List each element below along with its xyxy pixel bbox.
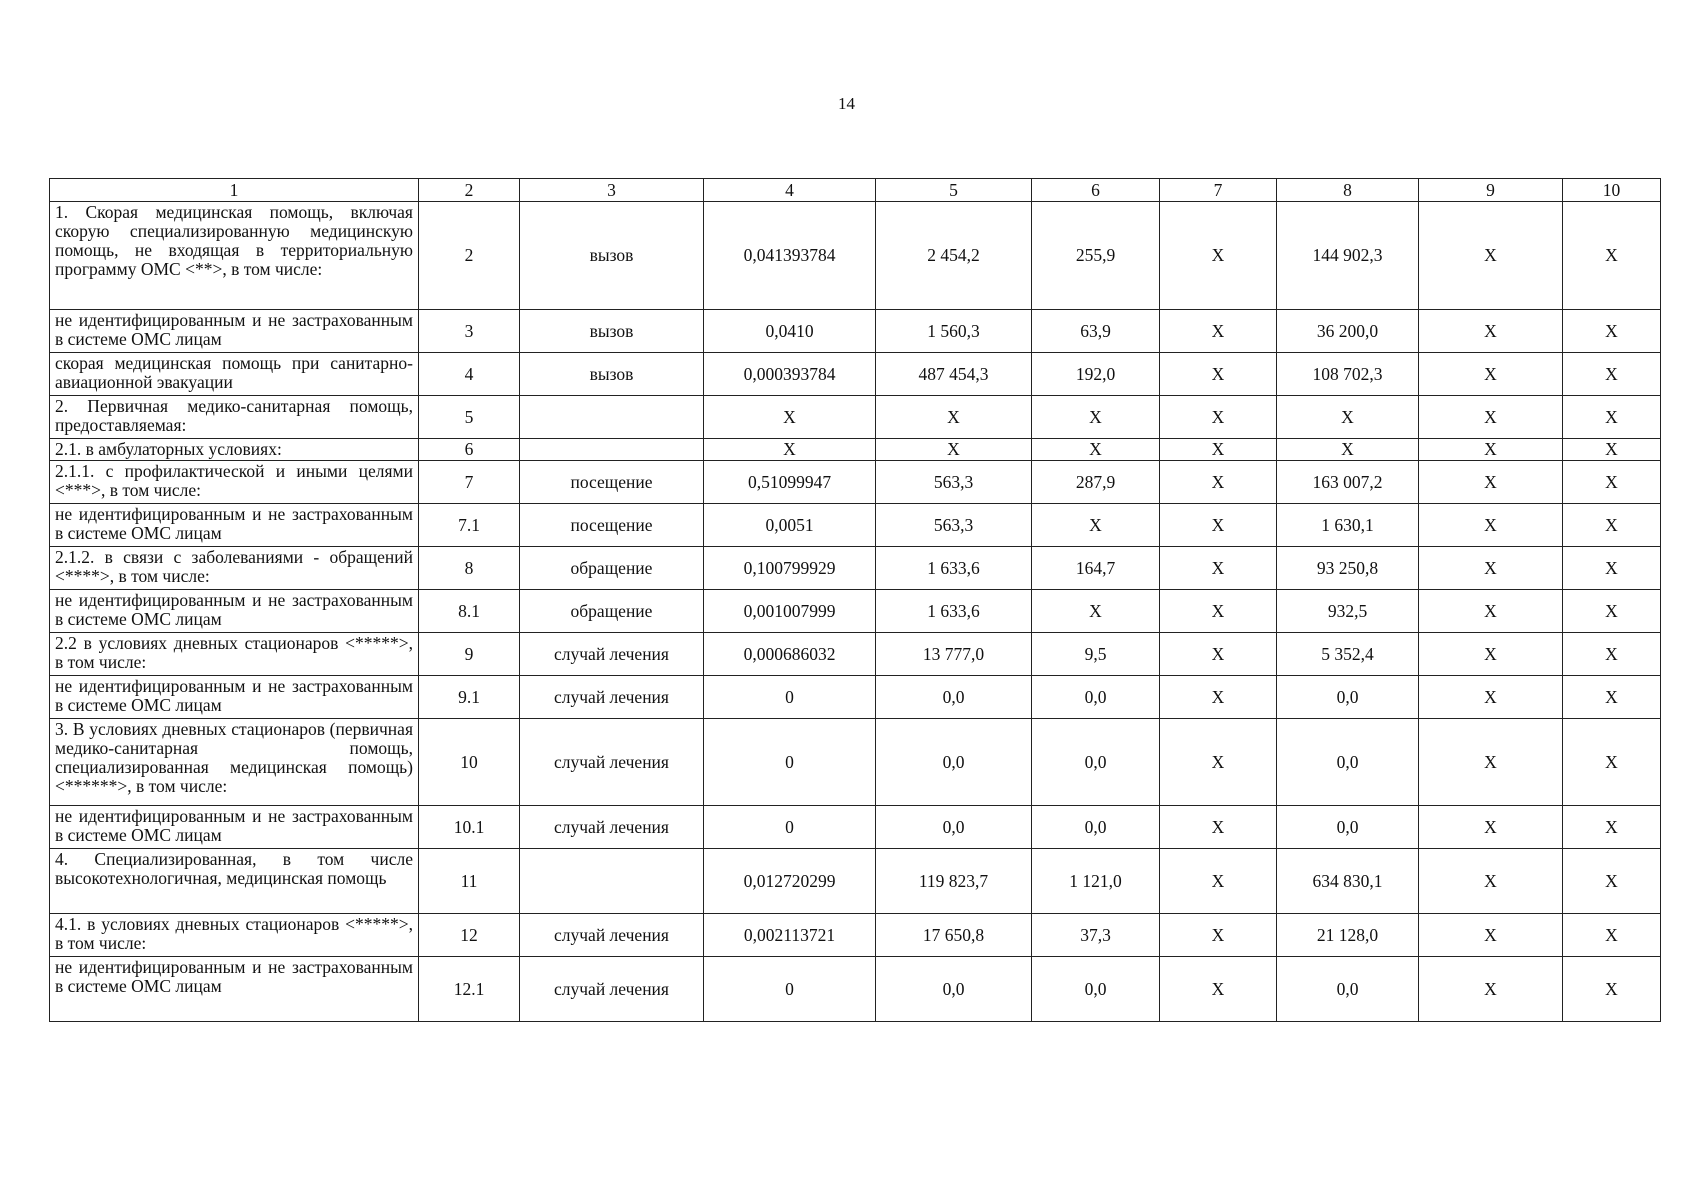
table-cell-col-7: X <box>1160 439 1277 461</box>
table-row <box>50 806 1661 849</box>
table-cell-col-10: X <box>1563 590 1661 633</box>
table-cell-col-4: 0,012720299 <box>704 849 876 914</box>
table-cell-col-4: 0,0410 <box>704 310 876 353</box>
table-row <box>50 547 1661 590</box>
table-cell-col-4: X <box>704 396 876 439</box>
table-cell-col-2: 2 <box>419 202 520 310</box>
table-cell-col-10: X <box>1563 310 1661 353</box>
table-cell-col-2: 9 <box>419 633 520 676</box>
row-description-cell: не идентифицированным и не застрахованным в системе ОМС лицам <box>50 310 419 353</box>
page-number: 14 <box>838 94 855 113</box>
table-cell-col-4: 0,041393784 <box>704 202 876 310</box>
row-description-cell: 1. Скорая медицинская помощь, включая скорую специализированную медицинскую помощь, не входящая в территориальную программу ОМС <**>, в том числе: <box>50 202 419 310</box>
table-cell-col-6: 9,5 <box>1032 633 1160 676</box>
table-cell-col-9: X <box>1419 719 1563 806</box>
table-cell-col-8: 144 902,3 <box>1277 202 1419 310</box>
table-cell-col-6: X <box>1032 590 1160 633</box>
table-cell-col-2: 9.1 <box>419 676 520 719</box>
table-cell-col-8: 634 830,1 <box>1277 849 1419 914</box>
table-row <box>50 439 1661 461</box>
table-row <box>50 849 1661 914</box>
table-cell-col-6: 192,0 <box>1032 353 1160 396</box>
table-cell-col-10: X <box>1563 396 1661 439</box>
table-cell-col-7: X <box>1160 849 1277 914</box>
table-cell-col-6: X <box>1032 504 1160 547</box>
table-cell-col-9: X <box>1419 676 1563 719</box>
table-cell-col-9: X <box>1419 439 1563 461</box>
table-cell-col-3 <box>520 439 704 461</box>
table-cell-col-8: 93 250,8 <box>1277 547 1419 590</box>
table-cell-col-8: 21 128,0 <box>1277 914 1419 957</box>
row-description-cell: не идентифицированным и не застрахованным в системе ОМС лицам <box>50 590 419 633</box>
table-cell-col-2: 12.1 <box>419 957 520 1022</box>
table-cell-col-5: 17 650,8 <box>876 914 1032 957</box>
table-cell-col-9: X <box>1419 633 1563 676</box>
row-description-cell: скорая медицинская помощь при санитарно-авиационной эвакуации <box>50 353 419 396</box>
table-cell-col-2: 5 <box>419 396 520 439</box>
table-row <box>50 310 1661 353</box>
row-description-cell: 2.2 в условиях дневных стационаров <*****>, в том числе: <box>50 633 419 676</box>
table-cell-col-3: посещение <box>520 461 704 504</box>
table-cell-col-7: X <box>1160 310 1277 353</box>
table-cell-col-9: X <box>1419 461 1563 504</box>
column-header-1: 1 <box>50 179 419 202</box>
table-cell-col-5: 1 633,6 <box>876 547 1032 590</box>
column-header-4: 4 <box>704 179 876 202</box>
table-cell-col-7: X <box>1160 353 1277 396</box>
table-cell-col-5: 0,0 <box>876 719 1032 806</box>
table-cell-col-3 <box>520 396 704 439</box>
table-cell-col-2: 4 <box>419 353 520 396</box>
table-cell-col-9: X <box>1419 849 1563 914</box>
table-cell-col-2: 6 <box>419 439 520 461</box>
table-row <box>50 676 1661 719</box>
table-cell-col-10: X <box>1563 957 1661 1022</box>
table-cell-col-3: вызов <box>520 202 704 310</box>
table-cell-col-4: 0 <box>704 957 876 1022</box>
table-cell-col-5: 1 560,3 <box>876 310 1032 353</box>
table-cell-col-6: 164,7 <box>1032 547 1160 590</box>
table-cell-col-9: X <box>1419 353 1563 396</box>
table-cell-col-3: посещение <box>520 504 704 547</box>
table-cell-col-3: обращение <box>520 547 704 590</box>
table-cell-col-7: X <box>1160 504 1277 547</box>
table-row <box>50 504 1661 547</box>
table-cell-col-6: 1 121,0 <box>1032 849 1160 914</box>
table-cell-col-3: случай лечения <box>520 633 704 676</box>
table-cell-col-9: X <box>1419 914 1563 957</box>
table-cell-col-5: 563,3 <box>876 461 1032 504</box>
table-row <box>50 461 1661 504</box>
table-cell-col-7: X <box>1160 676 1277 719</box>
table-cell-col-5: 119 823,7 <box>876 849 1032 914</box>
table-cell-col-3: обращение <box>520 590 704 633</box>
table-cell-col-9: X <box>1419 202 1563 310</box>
table-row <box>50 957 1661 1022</box>
table-body <box>50 202 1661 1022</box>
row-description-cell: 2.1.1. с профилактической и иными целями <***>, в том числе: <box>50 461 419 504</box>
table-cell-col-6: 0,0 <box>1032 957 1160 1022</box>
table-cell-col-3 <box>520 849 704 914</box>
row-description-cell: 3. В условиях дневных стационаров (первичная медико-санитарная помощь, специализированная медицинская помощь) <******>, в том числе: <box>50 719 419 806</box>
table-cell-col-3: вызов <box>520 310 704 353</box>
table-cell-col-4: 0 <box>704 806 876 849</box>
data-table <box>49 178 1661 1022</box>
table-cell-col-8: 0,0 <box>1277 957 1419 1022</box>
row-description-cell: не идентифицированным и не застрахованным в системе ОМС лицам <box>50 676 419 719</box>
table-cell-col-10: X <box>1563 676 1661 719</box>
table-cell-col-5: 1 633,6 <box>876 590 1032 633</box>
table-cell-col-10: X <box>1563 719 1661 806</box>
table-cell-col-4: 0,000393784 <box>704 353 876 396</box>
table-row <box>50 719 1661 806</box>
table-cell-col-8: 0,0 <box>1277 676 1419 719</box>
table-cell-col-3: случай лечения <box>520 957 704 1022</box>
column-header-10: 10 <box>1563 179 1661 202</box>
column-header-7: 7 <box>1160 179 1277 202</box>
table-cell-col-5: X <box>876 396 1032 439</box>
table-cell-col-7: X <box>1160 547 1277 590</box>
table-row <box>50 202 1661 310</box>
table-cell-col-8: X <box>1277 439 1419 461</box>
table-cell-col-4: 0,002113721 <box>704 914 876 957</box>
column-header-3: 3 <box>520 179 704 202</box>
table-cell-col-2: 8 <box>419 547 520 590</box>
table-cell-col-6: 0,0 <box>1032 676 1160 719</box>
table-cell-col-5: 0,0 <box>876 957 1032 1022</box>
table-cell-col-5: 2 454,2 <box>876 202 1032 310</box>
row-description-cell: не идентифицированным и не застрахованным в системе ОМС лицам <box>50 806 419 849</box>
header-row <box>50 179 1661 202</box>
table-cell-col-10: X <box>1563 202 1661 310</box>
table-cell-col-10: X <box>1563 914 1661 957</box>
table-cell-col-2: 7.1 <box>419 504 520 547</box>
table-cell-col-5: 13 777,0 <box>876 633 1032 676</box>
table-cell-col-2: 10 <box>419 719 520 806</box>
table-cell-col-5: 563,3 <box>876 504 1032 547</box>
table-cell-col-2: 12 <box>419 914 520 957</box>
table-cell-col-2: 3 <box>419 310 520 353</box>
table-cell-col-10: X <box>1563 439 1661 461</box>
table-cell-col-2: 7 <box>419 461 520 504</box>
table-cell-col-10: X <box>1563 504 1661 547</box>
table-cell-col-4: 0,51099947 <box>704 461 876 504</box>
row-description-cell: 4.1. в условиях дневных стационаров <*****>, в том числе: <box>50 914 419 957</box>
table-cell-col-3: случай лечения <box>520 676 704 719</box>
column-header-6: 6 <box>1032 179 1160 202</box>
table-cell-col-9: X <box>1419 504 1563 547</box>
row-description-cell: 2.1. в амбулаторных условиях: <box>50 439 419 461</box>
table-cell-col-3: случай лечения <box>520 719 704 806</box>
table-row <box>50 353 1661 396</box>
table-cell-col-7: X <box>1160 396 1277 439</box>
table-cell-col-8: X <box>1277 396 1419 439</box>
table-cell-col-5: 487 454,3 <box>876 353 1032 396</box>
table-cell-col-8: 36 200,0 <box>1277 310 1419 353</box>
table-cell-col-7: X <box>1160 202 1277 310</box>
table-cell-col-10: X <box>1563 849 1661 914</box>
table-cell-col-7: X <box>1160 633 1277 676</box>
table-row <box>50 633 1661 676</box>
table-cell-col-10: X <box>1563 353 1661 396</box>
table-cell-col-7: X <box>1160 461 1277 504</box>
table-cell-col-10: X <box>1563 461 1661 504</box>
column-header-8: 8 <box>1277 179 1419 202</box>
table-cell-col-6: 0,0 <box>1032 719 1160 806</box>
table-cell-col-6: X <box>1032 439 1160 461</box>
row-description-cell: не идентифицированным и не застрахованным в системе ОМС лицам <box>50 957 419 1022</box>
table-cell-col-6: 287,9 <box>1032 461 1160 504</box>
table-cell-col-5: 0,0 <box>876 676 1032 719</box>
table-cell-col-4: 0,0051 <box>704 504 876 547</box>
table-cell-col-7: X <box>1160 957 1277 1022</box>
table-cell-col-8: 1 630,1 <box>1277 504 1419 547</box>
table-row <box>50 396 1661 439</box>
table-cell-col-3: вызов <box>520 353 704 396</box>
table-cell-col-2: 11 <box>419 849 520 914</box>
table-cell-col-8: 0,0 <box>1277 806 1419 849</box>
table-cell-col-9: X <box>1419 396 1563 439</box>
table-cell-col-6: 63,9 <box>1032 310 1160 353</box>
table-cell-col-8: 932,5 <box>1277 590 1419 633</box>
table-cell-col-4: 0,001007999 <box>704 590 876 633</box>
row-description-cell: 2.1.2. в связи с заболеваниями - обращений <****>, в том числе: <box>50 547 419 590</box>
row-description-cell: 2. Первичная медико-санитарная помощь, предоставляемая: <box>50 396 419 439</box>
table-cell-col-6: 37,3 <box>1032 914 1160 957</box>
table-cell-col-7: X <box>1160 914 1277 957</box>
table-cell-col-8: 5 352,4 <box>1277 633 1419 676</box>
table-cell-col-5: 0,0 <box>876 806 1032 849</box>
table-cell-col-9: X <box>1419 547 1563 590</box>
column-header-5: 5 <box>876 179 1032 202</box>
table-cell-col-4: 0,100799929 <box>704 547 876 590</box>
table-row <box>50 914 1661 957</box>
table-cell-col-9: X <box>1419 957 1563 1022</box>
table-cell-col-8: 0,0 <box>1277 719 1419 806</box>
table-cell-col-2: 8.1 <box>419 590 520 633</box>
table-cell-col-9: X <box>1419 310 1563 353</box>
table-cell-col-3: случай лечения <box>520 806 704 849</box>
table-cell-col-5: X <box>876 439 1032 461</box>
table-cell-col-10: X <box>1563 633 1661 676</box>
table-cell-col-7: X <box>1160 719 1277 806</box>
table-cell-col-6: 255,9 <box>1032 202 1160 310</box>
table-cell-col-7: X <box>1160 806 1277 849</box>
table-cell-col-8: 108 702,3 <box>1277 353 1419 396</box>
table-row <box>50 590 1661 633</box>
table-cell-col-8: 163 007,2 <box>1277 461 1419 504</box>
table-cell-col-7: X <box>1160 590 1277 633</box>
row-description-cell: не идентифицированным и не застрахованным в системе ОМС лицам <box>50 504 419 547</box>
column-header-2: 2 <box>419 179 520 202</box>
table-cell-col-2: 10.1 <box>419 806 520 849</box>
table-cell-col-4: X <box>704 439 876 461</box>
column-header-9: 9 <box>1419 179 1563 202</box>
table-cell-col-10: X <box>1563 547 1661 590</box>
table-cell-col-4: 0 <box>704 676 876 719</box>
table-cell-col-4: 0 <box>704 719 876 806</box>
table-cell-col-4: 0,000686032 <box>704 633 876 676</box>
table-cell-col-10: X <box>1563 806 1661 849</box>
table-cell-col-6: 0,0 <box>1032 806 1160 849</box>
table-cell-col-6: X <box>1032 396 1160 439</box>
row-description-cell: 4. Специализированная, в том числе высокотехнологичная, медицинская помощь <box>50 849 419 914</box>
table-cell-col-3: случай лечения <box>520 914 704 957</box>
table-cell-col-9: X <box>1419 590 1563 633</box>
table-cell-col-9: X <box>1419 806 1563 849</box>
